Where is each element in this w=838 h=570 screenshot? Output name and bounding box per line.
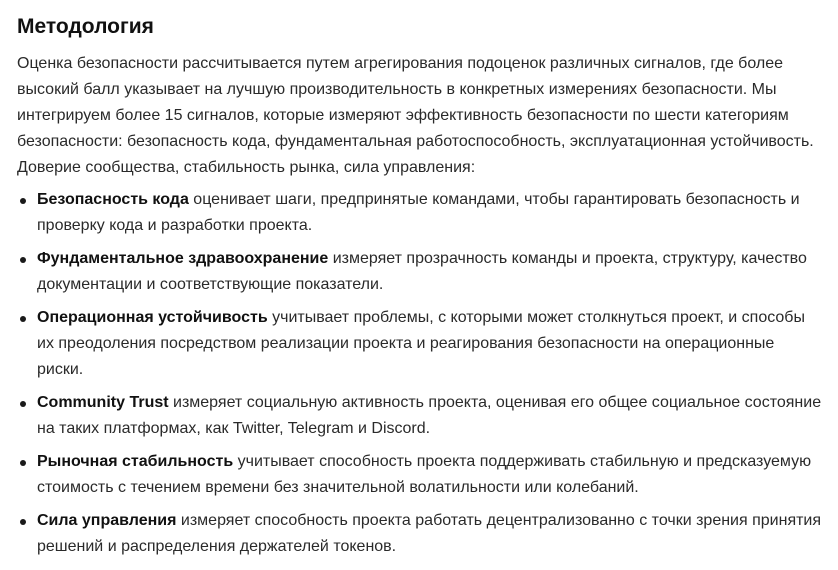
category-description: измеряет прозрачность команды и проекта, структуру, качество документации и соответствующие показатели. — [37, 250, 807, 293]
list-item-operational-resilience — [17, 305, 822, 383]
category-list — [17, 187, 822, 560]
list-item-community-trust — [17, 390, 822, 442]
bullet-icon — [20, 316, 26, 322]
category-term: Рыночная стабильность — [37, 453, 234, 470]
list-item-market-stability — [17, 449, 822, 501]
list-item-fundamental-health — [17, 246, 822, 298]
category-description: измеряет социальную активность проекта, оценивая его общее социальное состояние на таких платформах, как Twitter, Telegram и Discord. — [37, 394, 822, 437]
bullet-icon — [20, 198, 26, 204]
bullet-icon — [20, 257, 26, 263]
category-description: измеряет способность проекта работать децентрализованно с точки зрения принятия решений и распределения держателей токенов. — [37, 512, 822, 555]
category-description: учитывает способность проекта поддерживать стабильную и предсказуемую стоимость с течением времени без значительной волатильности или колебаний. — [37, 453, 812, 496]
bullet-icon — [20, 401, 26, 407]
category-description: оценивает шаги, предпринятые командами, чтобы гарантировать безопасность и проверку кода и разработки проекта. — [37, 191, 800, 234]
list-item-governance-strength — [17, 508, 822, 560]
category-term: Community Trust — [37, 394, 169, 411]
list-item-code-security — [17, 187, 822, 239]
category-term: Операционная устойчивость — [37, 309, 268, 326]
category-description: учитывает проблемы, с которыми может столкнуться проект, и способы их преодоления посредством реализации проекта и реагирования безопасности на операционные риски. — [37, 309, 805, 378]
bullet-icon — [20, 460, 26, 466]
bullet-icon — [20, 519, 26, 525]
section-heading: Методология — [17, 15, 154, 38]
category-term: Фундаментальное здравоохранение — [37, 250, 329, 267]
intro-paragraph: Оценка безопасности рассчитывается путем агрегирования подоценок различных сигналов, где более высокий балл указывает на лучшую производительность в конкретных измерениях безопасности. Мы интегрируем более 15 сигналов, которые измеряют эффективность безопасности по шести категориям безопасности: безопасность кода, фундаментальная работоспособность, эксплуатационная устойчивость. Доверие сообщества, стабильность рынка, сила управления: — [17, 55, 814, 176]
category-term: Сила управления — [37, 512, 177, 529]
category-term: Безопасность кода — [37, 191, 189, 208]
